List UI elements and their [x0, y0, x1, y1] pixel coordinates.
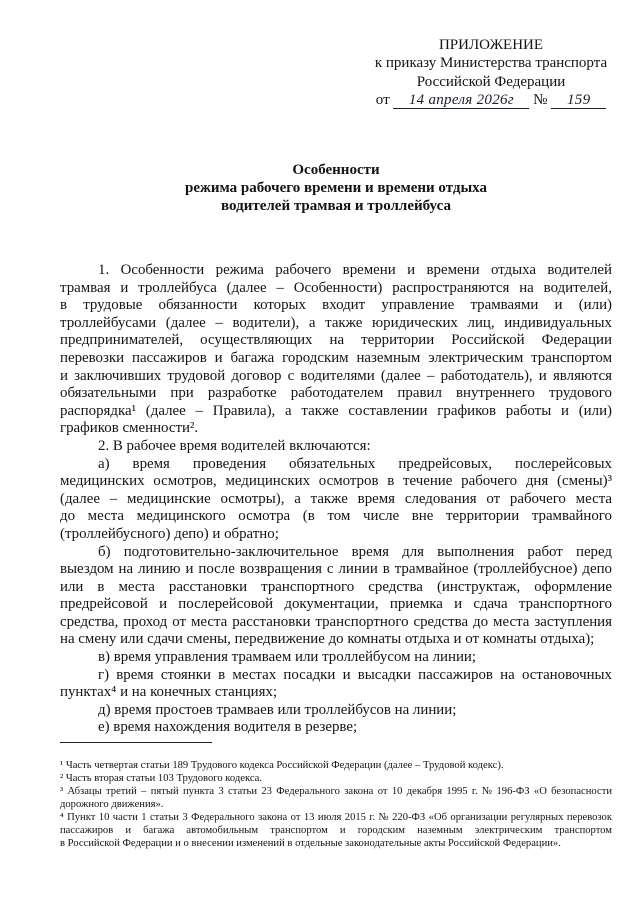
footnote-line: пассажиров и багажа автомобильным транспортом и городским наземным электрическим транспортом [60, 825, 612, 836]
handwritten-date: 14 апреля 2026г [393, 92, 529, 109]
footnote-4 [60, 811, 612, 850]
item-d [60, 702, 612, 720]
item-e [60, 719, 612, 737]
body-line: обязательными при разработке работодателем правил внутреннего трудового [60, 385, 612, 402]
body-line: (троллейбусного) депо) и обратно; [60, 525, 279, 542]
item-a [60, 456, 612, 544]
body-line: до места медицинского осмотра (в том числе вне территории трамвайного [60, 508, 612, 525]
footnote-separator [60, 742, 212, 743]
body-line: медицинских осмотров, медицинских осмотров в течение рабочего дня (смены)³ [60, 473, 612, 490]
body-line: в трудовые обязанности которых входит управление трамваями и (или) [60, 297, 612, 314]
body-line: и заключивших трудовой договор с водителями (далее – работодатель), и являются [60, 367, 612, 384]
appendix-title: ПРИЛОЖЕНИЕ [438, 37, 544, 53]
item-v [60, 649, 612, 667]
body-line: распорядка¹ (далее – Правила), а также составлении графиков работы и (или) [60, 402, 612, 419]
paragraph-2 [60, 438, 612, 456]
footnote-3 [60, 785, 612, 811]
number-sign: № [533, 92, 548, 109]
footnote-line: ³ Абзацы третий – пятый пункта 3 статьи 23 Федерального закона от 10 декабря 1995 г. № 196-ФЗ «О безопасности [60, 786, 612, 797]
body-line: г) время стоянки в местах посадки и высадки пассажиров на остановочных [98, 666, 612, 683]
body-line: (далее – медицинские осмотры), а также время следования от рабочего места [60, 490, 612, 507]
footnote-2 [60, 772, 612, 785]
body-line: д) время простоев трамваев или троллейбусов на линии; [98, 701, 457, 718]
order-reference-line: к приказу Министерства транспорта [374, 55, 608, 72]
document-title [60, 161, 612, 215]
date-prefix: от [375, 92, 390, 109]
body-line: перевозки пассажиров и багажа городским наземным электрическим транспортом [60, 349, 612, 366]
body-line: трамвая и троллейбуса (далее – Особенности) распространяются на водителей, [60, 279, 612, 296]
body-line: б) подготовительно-заключительное время для выполнения работ перед [98, 543, 612, 560]
body-line: а) время проведения обязательных предрейсовых, послерейсовых [98, 455, 612, 472]
body-line: графиков сменности². [60, 420, 199, 437]
order-date-number-line [370, 91, 612, 109]
body-line: выездом на линию и после возвращения с линии в трамвайное (троллейбусное) депо [60, 561, 612, 578]
footnote-line: в Российской Федерации и о внесении изменений в отдельные законодательные акты Российской Федерации». [60, 838, 561, 849]
footnote-line: ⁴ Пункт 10 части 1 статьи 3 Федерального закона от 13 июля 2015 г. № 220-ФЗ «Об организации регулярных перевозок [60, 812, 612, 823]
footnote-line: дорожного движения». [60, 799, 164, 810]
paragraph-1 [60, 262, 612, 438]
title-line: режима рабочего времени и времени отдыха [185, 180, 487, 196]
body-line: в) время управления трамваем или троллейбусом на линии; [98, 649, 477, 666]
title-line: Особенности [292, 162, 380, 178]
appendix-header [370, 36, 612, 110]
body-line: е) время нахождения водителя в резерве; [98, 719, 358, 736]
item-g [60, 667, 612, 702]
body-line: пунктах⁴ и на конечных станциях; [60, 684, 278, 701]
ministry-line: Российской Федерации [416, 73, 566, 90]
body-line: на смену или сдачи смены, передвижение до комнаты отдыха и от комнаты отдыха); [60, 631, 595, 648]
footnote-1 [60, 759, 612, 772]
footnote-line: ¹ Часть четвертая статьи 189 Трудового кодекса Российской Федерации (далее – Трудовой кодекс). [60, 760, 504, 771]
body-line: предрейсовой и послерейсовой документации, приемка и сдача транспортного [60, 596, 612, 613]
footnotes [60, 759, 612, 850]
body-line: 1. Особенности режима рабочего времени и времени отдыха водителей [98, 262, 612, 278]
body-line: или в места расстановки транспортного средства (инструктаж, оформление [60, 578, 612, 595]
title-line: водителей трамвая и троллейбуса [221, 198, 451, 214]
body-line: 2. В рабочее время водителей включаются: [98, 437, 371, 454]
body-line: троллейбусами (далее – водители), а также юридических лиц, индивидуальных [60, 314, 612, 331]
document-body [60, 262, 612, 737]
body-line: средства, проход от места расстановки транспортного средства до места заступления [60, 613, 612, 630]
body-line: предпринимателей, осуществляющих на территории Российской Федерации [60, 332, 612, 349]
item-b [60, 544, 612, 650]
footnote-line: ² Часть вторая статьи 103 Трудового кодекса. [60, 773, 263, 784]
handwritten-order-number: 159 [551, 92, 606, 109]
